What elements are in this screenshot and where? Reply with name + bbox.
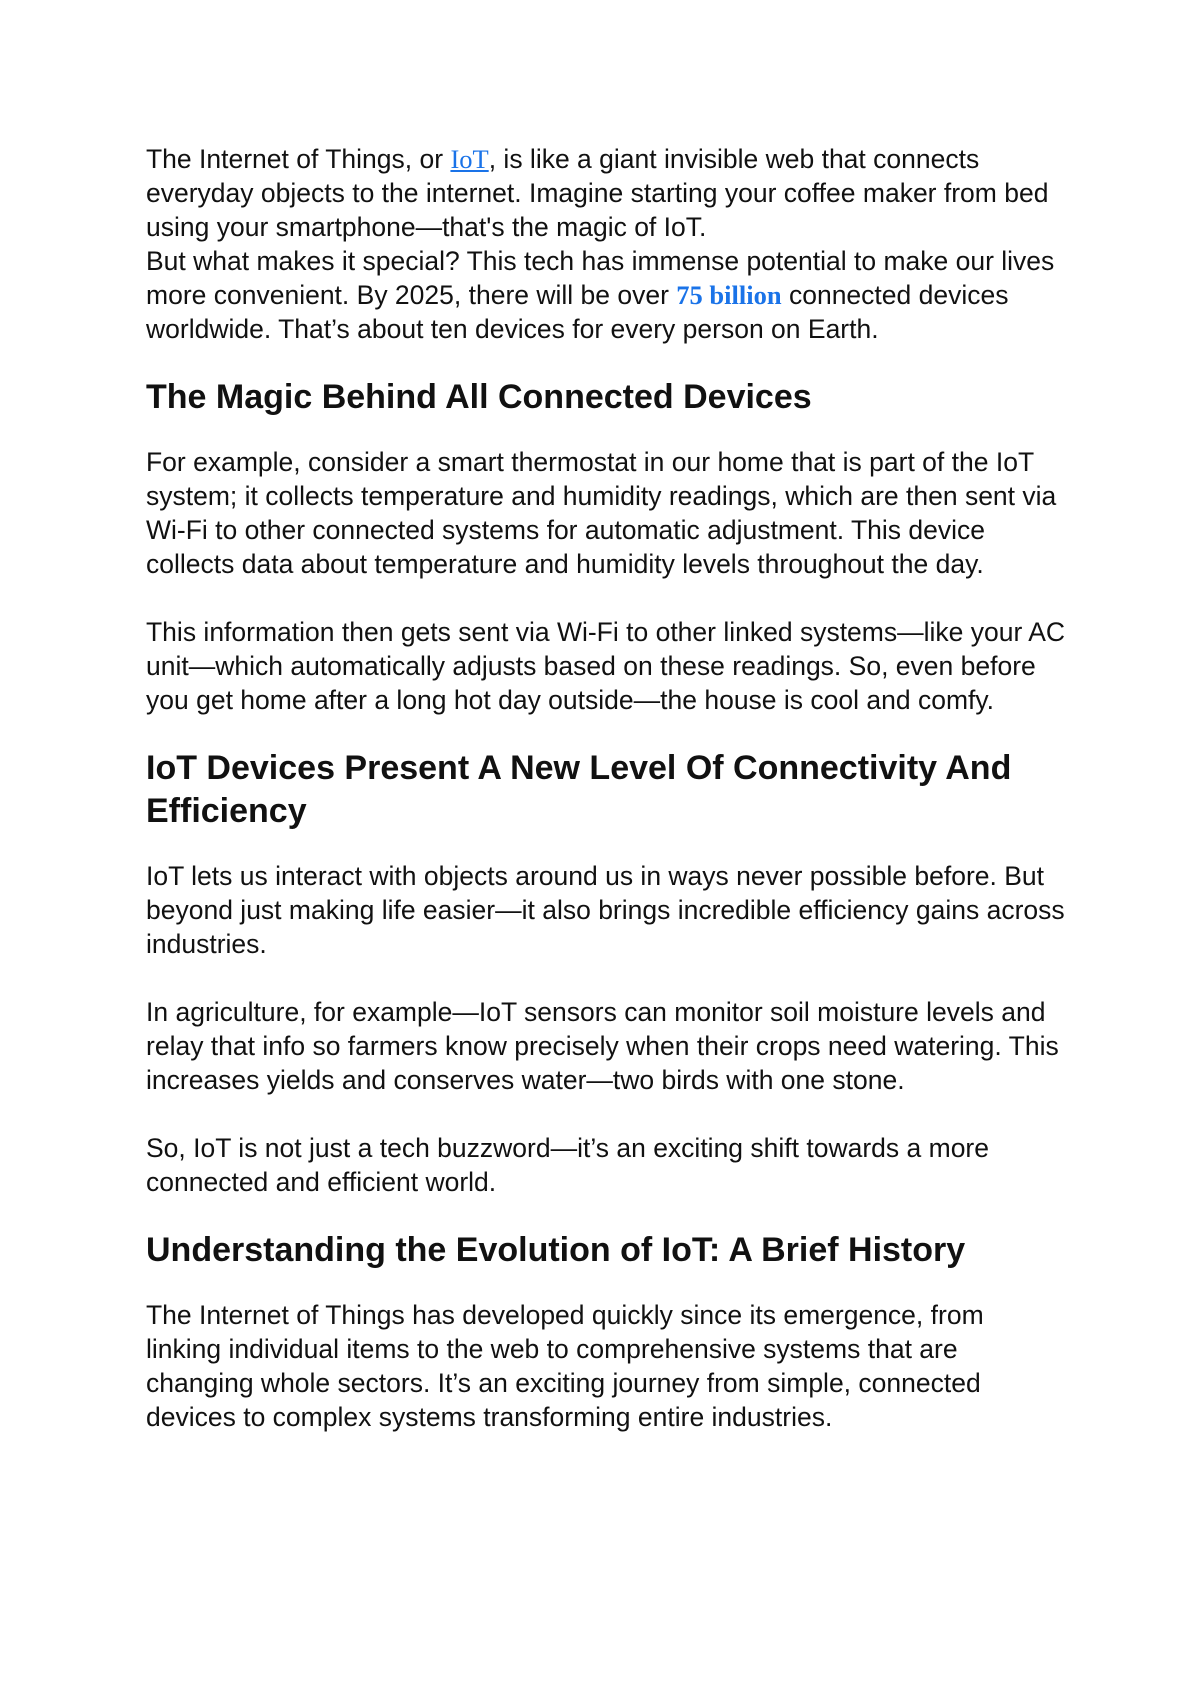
intro-paragraph-1 <box>146 142 1066 244</box>
document-page <box>146 142 1066 1434</box>
intro-paragraph-2 <box>146 244 1066 346</box>
section1-paragraph-1: For example, consider a smart thermostat in our home that is part of the IoT system; it collects temperature and humidity readings, which are then sent via Wi-Fi to other connected systems for automatic adjustment. This device collects data about temperature and humidity levels throughout the day. <box>146 447 1057 579</box>
intro-text-after-stat: connected devices worldwide. That’s about ten devices for every person on Earth. <box>146 280 1009 344</box>
section3-paragraph-1: The Internet of Things has developed quickly since its emergence, from linking individual items to the web to comprehensive systems that are changing whole sectors. It’s an exciting journey from simple, connected devices to complex systems transforming entire industries. <box>146 1300 984 1432</box>
section-heading-connectivity: IoT Devices Present A New Level Of Connectivity And Efficiency <box>146 749 1012 830</box>
intro-text-before-link: The Internet of Things, or <box>146 144 451 174</box>
intro-text-before-stat: But what makes it special? This tech has immense potential to make our lives more convenient. By 2025, there will be over <box>146 246 1055 310</box>
device-count-highlight: 75 billion <box>676 280 782 310</box>
section-heading-history: Understanding the Evolution of IoT: A Brief History <box>146 1231 966 1269</box>
iot-link[interactable]: IoT <box>450 144 489 174</box>
section-heading-magic: The Magic Behind All Connected Devices <box>146 378 812 416</box>
section2-paragraph-3: So, IoT is not just a tech buzzword—it’s an exciting shift towards a more connected and efficient world. <box>146 1133 989 1197</box>
intro-text-after-link: , is like a giant invisible web that connects everyday objects to the internet. Imagine starting your coffee maker from bed using your smartphone—that's the magic of IoT. <box>146 144 1049 242</box>
section2-paragraph-1: IoT lets us interact with objects around us in ways never possible before. But beyond just making life easier—it also brings incredible efficiency gains across industries. <box>146 861 1065 959</box>
section1-paragraph-2: This information then gets sent via Wi-Fi to other linked systems—like your AC unit—which automatically adjusts based on these readings. So, even before you get home after a long hot day outside—the house is cool and comfy. <box>146 617 1066 715</box>
section2-paragraph-2: In agriculture, for example—IoT sensors can monitor soil moisture levels and relay that info so farmers know precisely when their crops need watering. This increases yields and conserves water—two birds with one stone. <box>146 997 1059 1095</box>
